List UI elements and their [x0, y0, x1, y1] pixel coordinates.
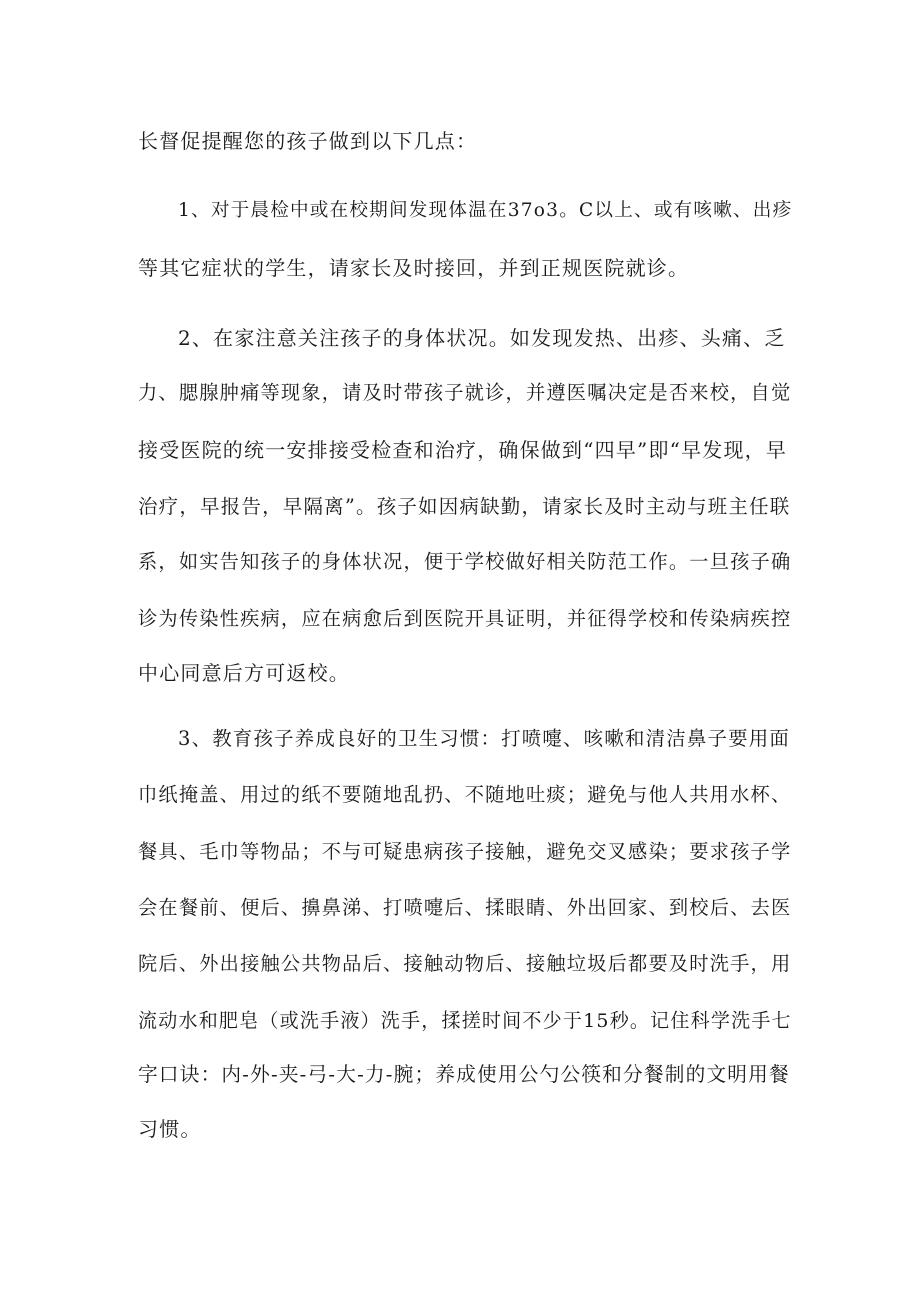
item-2-line-1: 2、在家注意关注孩子的身体状况。如发现发热、出疹、头痛、乏 [178, 326, 786, 350]
item-1-line-1: 1、对于晨检中或在校期间发现体温在37o3。C以上、或有咳嗽、出疹 [178, 200, 793, 221]
item-3-line-8: 习惯。 [138, 1117, 202, 1141]
item-1-line-2: 等其它症状的学生，请家长及时接回，并到正规医院就诊。 [138, 256, 690, 280]
item-2-line-6: 诊为传染性疾病，应在病愈后到医院开具证明，并征得学校和传染病疾控 [138, 607, 792, 630]
item-3-line-3: 餐具、毛巾等物品；不与可疑患病孩子接触，避免交叉感染；要求孩子学 [138, 840, 792, 863]
item-3-line-1: 3、教育孩子养成良好的卫生习惯：打喷嚏、咳嗽和清洁鼻子要用面 [178, 727, 791, 750]
item-2-line-2: 力、腮腺肿痛等现象，请及时带孩子就诊，并遵医嘱决定是否来校，自觉 [138, 381, 792, 404]
item-2-line-3: 接受医院的统一安排接受检查和治疗，确保做到“四早”即“早发现，早 [138, 438, 788, 462]
item-3-line-5: 院后、外出接触公共物品后、接触动物后、接触垃圾后都要及时洗手，用 [138, 952, 792, 975]
item-2-line-5: 系，如实告知孩子的身体状况，便于学校做好相关防范工作。一旦孩子确 [138, 550, 792, 573]
item-2-line-4: 治疗，早报告，早隔离”。孩子如因病缺勤，请家长及时主动与班主任联 [138, 495, 791, 518]
item-3-line-7: 字口诀：内-外-夹-弓-大-力-腕；养成使用公勺公筷和分餐制的文明用餐 [138, 1063, 790, 1086]
item-3-line-2: 巾纸掩盖、用过的纸不要随地乱扔、不随地吐痰；避免与他人共用水杯、 [138, 783, 792, 806]
item-3-line-6: 流动水和肥皂（或洗手液）洗手，揉搓时间不少于15秒。记住科学洗手七 [138, 1010, 792, 1032]
intro-line: 长督促提醒您的孩子做到以下几点： [138, 129, 478, 153]
item-3-line-4: 会在餐前、便后、擤鼻涕、打喷嚏后、揉眼睛、外出回家、到校后、去医 [138, 896, 792, 919]
item-2-line-7: 中心同意后方可返校。 [138, 661, 350, 685]
